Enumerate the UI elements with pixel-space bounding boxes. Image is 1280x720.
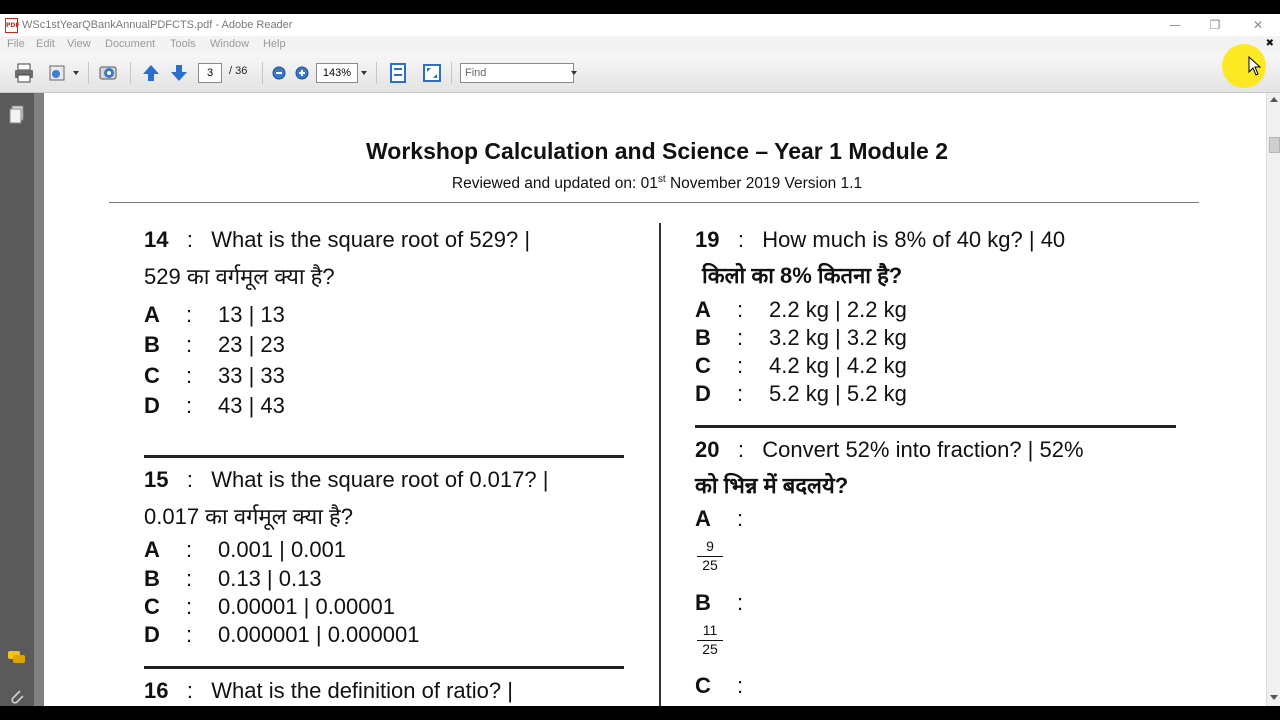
question-15: 15 : What is the square root of 0.017? | — [144, 467, 549, 492]
toolbar-divider — [376, 62, 377, 84]
menu-bar — [0, 36, 1280, 54]
fraction-9-25: $\frac{9}{25}$ — [697, 538, 723, 573]
menu-document[interactable]: Document — [105, 38, 156, 50]
option-20-b[interactable]: B : — [695, 590, 744, 615]
option-19-c[interactable]: C : 4.2 kg | 4.2 kg — [695, 353, 907, 378]
chevron-down-icon[interactable] — [73, 71, 79, 75]
zoom-out-icon[interactable] — [268, 62, 290, 84]
option-14-b[interactable]: B : 23 | 23 — [144, 332, 285, 357]
fraction-11-25: $\frac{11}{25}$ — [697, 622, 723, 657]
option-20-c[interactable]: C : — [695, 673, 744, 698]
chevron-down-icon[interactable] — [361, 71, 367, 75]
mouse-pointer-icon — [1248, 56, 1262, 76]
navigation-pane — [0, 93, 34, 706]
scroll-down-icon[interactable] — [1270, 695, 1278, 700]
previous-page-icon[interactable] — [140, 62, 162, 84]
question-20: 20 : Convert 52% into fraction? | 52% — [695, 437, 1084, 462]
page-total: / 36 — [229, 65, 248, 77]
question-20-hindi: को भिन्न में बदलये? — [695, 473, 849, 498]
question-14: 14 : What is the square root of 529? | — [144, 227, 531, 252]
option-15-c[interactable]: C : 0.00001 | 0.00001 — [144, 594, 395, 619]
toolbar — [0, 54, 1280, 93]
scroll-up-icon[interactable] — [1270, 97, 1278, 102]
option-15-a[interactable]: A : 0.001 | 0.001 — [144, 537, 347, 562]
question-14-hindi: 529 का वर्गमूल क्या है? — [144, 264, 335, 289]
vertical-scrollbar[interactable] — [1266, 93, 1280, 706]
attachment-icon[interactable] — [8, 687, 26, 706]
menu-tools[interactable]: Tools — [170, 38, 196, 50]
menu-edit[interactable]: Edit — [36, 38, 55, 50]
full-screen-icon[interactable] — [421, 62, 443, 84]
question-divider — [144, 666, 624, 669]
toolbar-divider — [451, 62, 452, 84]
zoom-in-icon[interactable] — [291, 62, 313, 84]
toolbar-divider — [262, 62, 263, 84]
option-14-c[interactable]: C : 33 | 33 — [144, 363, 285, 388]
adobe-reader-window — [0, 14, 1280, 706]
toolbar-divider — [130, 62, 131, 84]
page-number-input[interactable]: 3 — [198, 63, 222, 83]
window-title: WSc1stYearQBankAnnualPDFCTS.pdf - Adobe Reader — [22, 19, 293, 31]
email-attach-icon[interactable] — [47, 62, 69, 84]
toolbar-divider — [88, 62, 89, 84]
maximize-button[interactable]: ❐ — [1209, 18, 1221, 32]
option-14-a[interactable]: A : 13 | 13 — [144, 302, 285, 327]
option-19-b[interactable]: B : 3.2 kg | 3.2 kg — [695, 325, 907, 350]
option-15-d[interactable]: D : 0.000001 | 0.000001 — [144, 622, 420, 647]
find-input[interactable]: Find — [460, 63, 574, 83]
document-viewport[interactable] — [34, 93, 1266, 706]
question-19: 19 : How much is 8% of 40 kg? | 40 — [695, 227, 1066, 252]
question-15-hindi: 0.017 का वर्गमूल क्या है? — [144, 504, 353, 529]
pdf-page — [44, 93, 1270, 706]
option-15-b[interactable]: B : 0.13 | 0.13 — [144, 566, 322, 591]
next-page-icon[interactable] — [168, 62, 190, 84]
pages-panel-icon[interactable] — [8, 105, 26, 125]
question-19-hindi: किलो का 8% कितना है? — [702, 263, 903, 288]
column-divider — [659, 223, 661, 706]
print-icon[interactable] — [13, 62, 35, 84]
fit-page-icon[interactable] — [387, 62, 409, 84]
zoom-level-input[interactable]: 143% — [316, 63, 358, 83]
option-19-d[interactable]: D : 5.2 kg | 5.2 kg — [695, 381, 907, 406]
title-bar — [0, 14, 1280, 36]
option-19-a[interactable]: A : 2.2 kg | 2.2 kg — [695, 297, 907, 322]
close-document-icon[interactable]: ✖ — [1265, 38, 1274, 49]
document-subtitle: Reviewed and updated on: 01st November 2019 Version 1.1 — [451, 174, 863, 193]
minimize-button[interactable]: — — [1169, 18, 1181, 32]
document-title: Workshop Calculation and Science – Year 1 Module 2 — [366, 138, 948, 164]
question-divider — [695, 425, 1176, 428]
chevron-down-icon[interactable] — [571, 71, 577, 75]
menu-help[interactable]: Help — [263, 38, 286, 50]
close-window-button[interactable]: ✕ — [1252, 18, 1264, 32]
menu-window[interactable]: Window — [210, 38, 250, 50]
question-16: 16 : What is the definition of ratio? | — [144, 678, 513, 703]
menu-file[interactable]: File — [7, 38, 25, 50]
comments-icon[interactable] — [7, 649, 27, 667]
collaborate-icon[interactable] — [98, 62, 120, 84]
menu-view[interactable]: View — [67, 38, 91, 50]
scroll-thumb[interactable] — [1269, 137, 1280, 153]
header-divider — [109, 202, 1199, 203]
question-divider — [144, 455, 624, 458]
option-14-d[interactable]: D : 43 | 43 — [144, 393, 285, 418]
pdf-file-icon: PDF — [5, 18, 18, 33]
option-20-a[interactable]: A : — [695, 506, 744, 531]
